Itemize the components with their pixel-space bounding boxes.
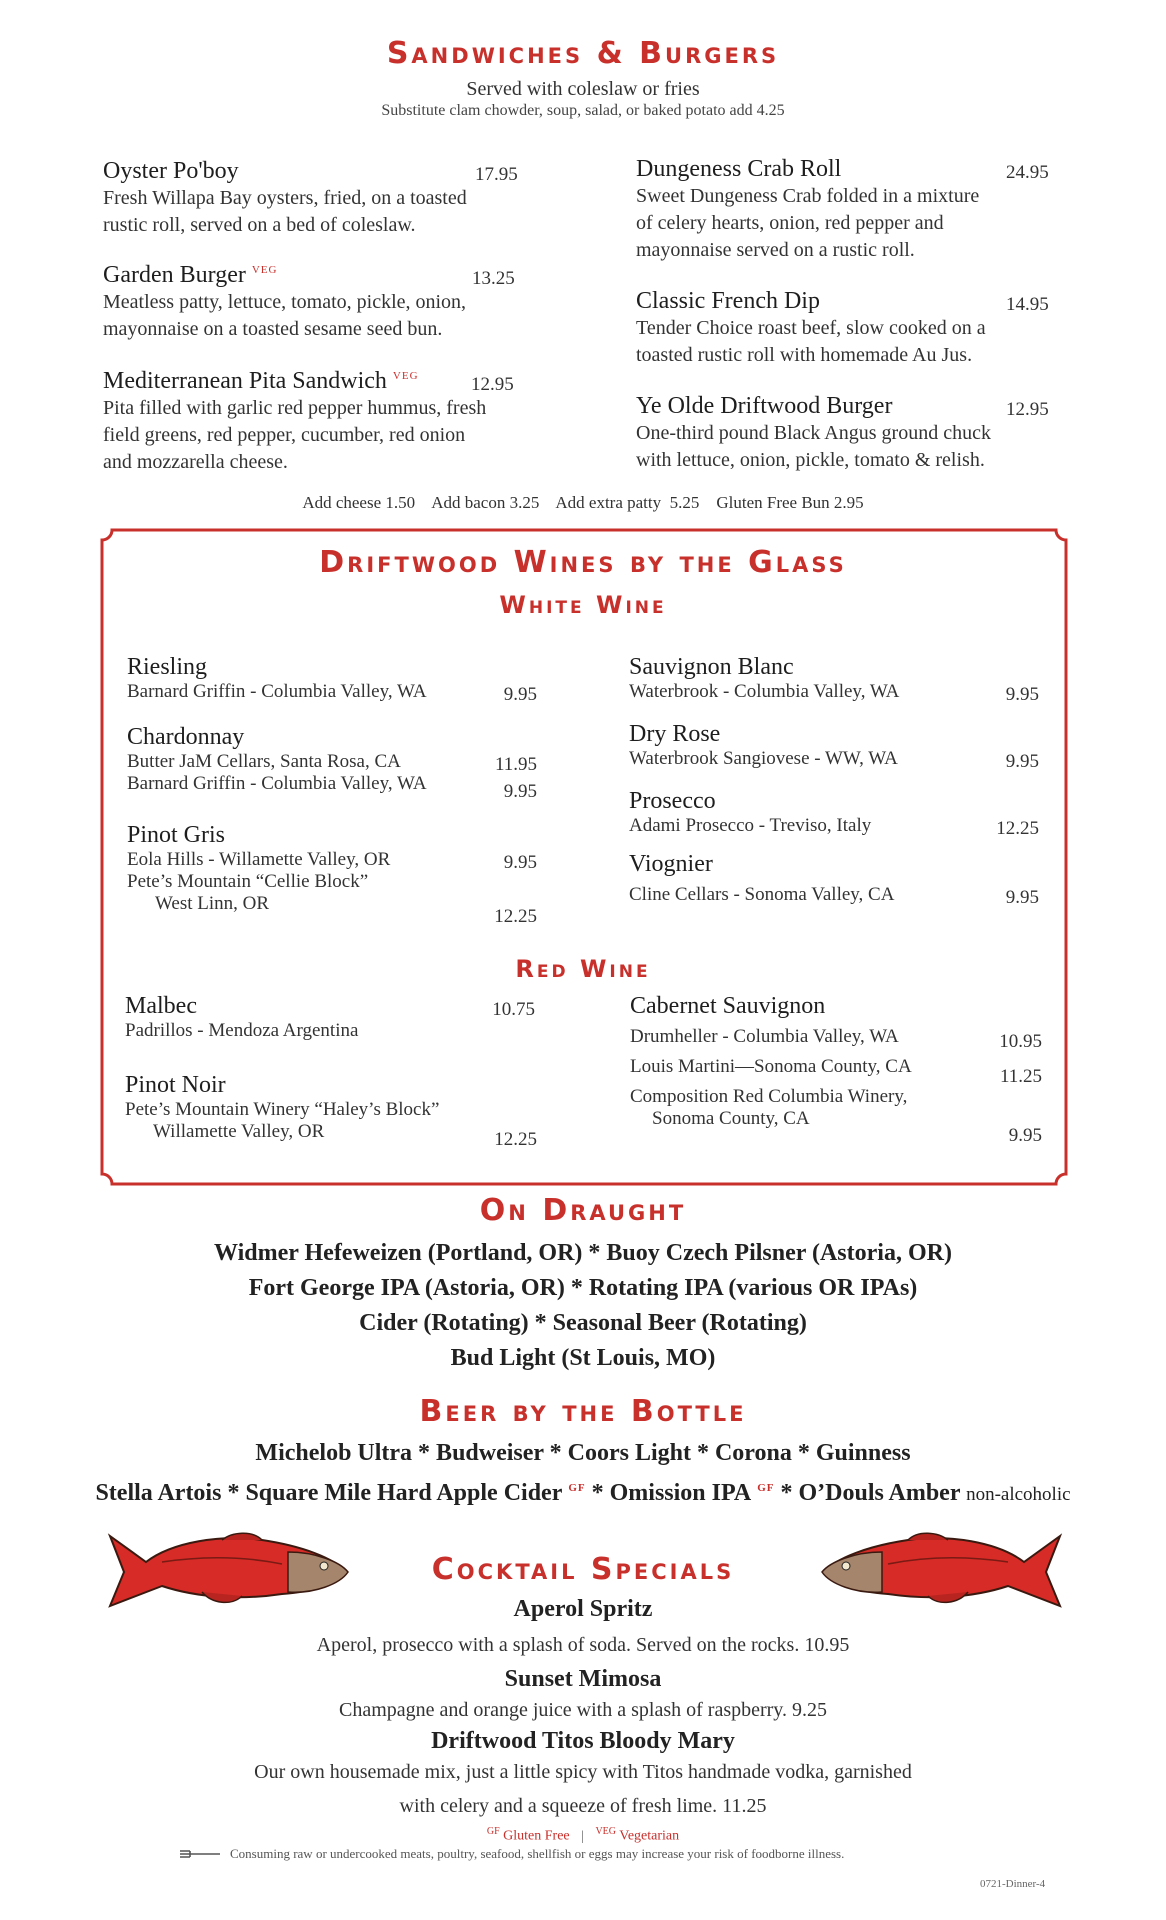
sandwich-addons: Add cheese 1.50 Add bacon 3.25 Add extra patty 5.25 Gluten Free Bun 2.95 [302,493,864,512]
menu-item-classic-french-dip [636,288,1076,369]
item-desc-line: Fresh Willapa Bay oysters, fried, on a toasted [103,187,467,209]
wine-viognier [629,851,1049,906]
wine-price: 11.25 [999,1066,1042,1087]
wines-title: Driftwood Wines by the Glass [319,545,847,580]
item-name: Garden Burger [103,262,246,288]
item-desc-line: and mozzarella cheese. [103,451,288,473]
wine-dry-rose [629,721,1049,770]
bottle-text: * O’Douls Amber [774,1480,961,1506]
legend-separator: | [581,1828,584,1844]
cocktail-name: Aperol Spritz [513,1596,653,1622]
gf-tag: GF [757,1482,775,1494]
item-price: 12.95 [1006,399,1049,420]
wine-name: Sauvignon Blanc [629,654,794,680]
wine-line: Adami Prosecco - Treviso, Italy [629,815,872,836]
bottle-line-1: Michelob Ultra * Budweiser * Coors Light * Corona * Guinness [255,1440,911,1466]
wine-line: Willamette Valley, OR [153,1121,325,1142]
wine-line: Cline Cellars - Sonoma Valley, CA [629,884,895,905]
veg-tag: VEG [392,370,419,382]
wine-line: Barnard Griffin - Columbia Valley, WA [127,681,427,702]
menu-code: 0721-Dinner-4 [980,1878,1046,1890]
foodborne-disclaimer: Consuming raw or undercooked meats, poultry, seafood, shellfish or eggs may increase your risk of foodborne illness. [230,1846,845,1861]
wine-name: Riesling [127,654,208,680]
item-name: Mediterranean Pita Sandwich [103,368,387,394]
wine-price: 9.95 [1005,887,1039,908]
wine-price: 11.95 [494,754,537,775]
wine-line: Waterbrook Sangiovese - WW, WA [629,748,898,769]
draught-list [0,1236,1166,1376]
item-desc-line: Tender Choice roast beef, slow cooked on a [636,317,986,339]
non-alcoholic-note: non-alcoholic [966,1484,1071,1505]
draught-line: Bud Light (St Louis, MO) [450,1345,716,1371]
bottle-line-2 [0,1471,1166,1512]
wine-name: Pinot Gris [127,822,226,848]
wine-malbec [125,993,545,1042]
item-price: 24.95 [1006,162,1049,183]
wine-line: Eola Hills - Willamette Valley, OR [127,849,391,870]
item-price: 14.95 [1006,294,1049,315]
wine-price: 12.25 [494,1129,537,1150]
item-desc-line: rustic roll, served on a bed of coleslaw. [103,214,416,236]
sandwiches-subtitle: Served with coleslaw or fries [466,78,700,100]
item-price: 13.25 [472,268,515,289]
wine-cabernet-sauvignon [630,993,1050,1146]
item-name: Dungeness Crab Roll [636,156,842,182]
bottle-text: * Omission IPA [585,1480,752,1506]
menu-item-garden-burger [103,262,543,343]
wine-price: 9.95 [503,852,537,873]
menu-item-driftwood-burger [636,393,1076,474]
item-desc-line: Sweet Dungeness Crab folded in a mixture [636,185,980,207]
wine-price: 9.95 [1005,751,1039,772]
cocktail-desc: with celery and a squeeze of fresh lime. 11.25 [399,1795,767,1817]
item-name: Classic French Dip [636,288,820,314]
white-wine-title: White Wine [499,591,667,619]
wine-price: 10.75 [492,999,535,1020]
menu-item-oyster-poboy [103,158,543,239]
wine-price: 9.95 [503,781,537,802]
gf-tag: GF [568,1482,586,1494]
draught-line: Cider (Rotating) * Seasonal Beer (Rotating) [359,1310,807,1336]
gf-tag: GF [486,1826,500,1837]
wine-line: Louis Martini—Sonoma County, CA [630,1056,912,1077]
item-desc-line: mayonnaise served on a rustic roll. [636,239,915,261]
wine-line: Drumheller - Columbia Valley, WA [630,1026,899,1047]
bottle-title: Beer by the Bottle [419,1394,747,1429]
wine-name: Cabernet Sauvignon [630,993,826,1019]
item-desc-line: toasted rustic roll with homemade Au Jus. [636,344,973,366]
wine-prosecco [629,788,1049,837]
item-desc-line: Meatless patty, lettuce, tomato, pickle, onion, [103,291,467,313]
veg-tag: VEG [595,1826,617,1837]
item-desc-line: with lettuce, onion, pickle, tomato & relish. [636,449,985,471]
item-name: Ye Olde Driftwood Burger [636,393,893,419]
veg-tag: VEG [251,264,278,276]
wine-name: Malbec [125,993,197,1019]
sandwiches-substitute: Substitute clam chowder, soup, salad, or baked potato add 4.25 [381,102,785,119]
wine-price: 12.25 [494,906,537,927]
wine-name: Viognier [629,851,713,877]
menu-item-dungeness-crab-roll [636,156,1076,264]
wine-line: Pete’s Mountain Winery “Haley’s Block” [125,1099,440,1120]
wine-name: Dry Rose [629,721,721,747]
wine-price: 12.25 [996,818,1039,839]
item-name: Oyster Po'boy [103,158,239,184]
wine-line: Padrillos - Mendoza Argentina [125,1020,359,1041]
wine-pinot-gris [127,822,547,927]
wine-price: 9.95 [503,684,537,705]
bottle-text: Stella Artois * Square Mile Hard Apple Cider [95,1480,563,1506]
wine-name: Prosecco [629,788,716,814]
wine-riesling [127,654,547,703]
wine-sauvignon-blanc [629,654,1049,703]
cocktail-desc: Our own housemade mix, just a little spicy with Titos handmade vodka, garnished [254,1761,912,1783]
wine-line: Butter JaM Cellars, Santa Rosa, CA [127,751,401,772]
item-desc-line: field greens, red pepper, cucumber, red onion [103,424,466,446]
gf-label: Gluten Free [503,1828,570,1844]
wine-price: 9.95 [1005,684,1039,705]
sandwiches-title: Sandwiches & Burgers [386,36,780,71]
cocktail-desc: Champagne and orange juice with a splash of raspberry. 9.25 [339,1699,827,1721]
cocktails-title: Cocktail Specials [431,1552,735,1587]
wine-price: 10.95 [999,1031,1042,1052]
wine-line: Sonoma County, CA [652,1108,810,1129]
red-wine-title: Red Wine [515,955,651,983]
wine-line: Barnard Griffin - Columbia Valley, WA [127,773,427,794]
cocktail-name: Driftwood Titos Bloody Mary [431,1728,735,1754]
diet-legend [0,1826,1166,1845]
item-desc-line: Pita filled with garlic red pepper hummus, fresh [103,397,487,419]
menu-item-mediterranean-pita [103,368,543,476]
wine-pinot-noir [125,1072,545,1150]
fork-icon [178,1848,222,1860]
wine-line: Pete’s Mountain “Cellie Block” [127,871,369,892]
item-price: 12.95 [471,374,514,395]
item-price: 17.95 [475,164,518,185]
wine-price: 9.95 [1008,1125,1042,1146]
wine-name: Chardonnay [127,724,245,750]
wine-line: Waterbrook - Columbia Valley, WA [629,681,900,702]
draught-title: On Draught [479,1193,687,1228]
cocktail-name: Sunset Mimosa [504,1666,662,1692]
veg-label: Vegetarian [619,1828,680,1844]
item-desc-line: One-third pound Black Angus ground chuck [636,422,991,444]
wine-chardonnay [127,724,547,802]
draught-line: Widmer Hefeweizen (Portland, OR) * Buoy Czech Pilsner (Astoria, OR) [214,1240,952,1266]
item-desc-line: mayonnaise on a toasted sesame seed bun. [103,318,443,340]
draught-line: Fort George IPA (Astoria, OR) * Rotating IPA (various OR IPAs) [248,1275,918,1301]
item-desc-line: of celery hearts, onion, red pepper and [636,212,944,234]
wine-name: Pinot Noir [125,1072,226,1098]
cocktail-desc: Aperol, prosecco with a splash of soda. Served on the rocks. 10.95 [316,1634,850,1656]
wine-line: West Linn, OR [155,893,270,914]
wine-line: Composition Red Columbia Winery, [630,1086,908,1107]
